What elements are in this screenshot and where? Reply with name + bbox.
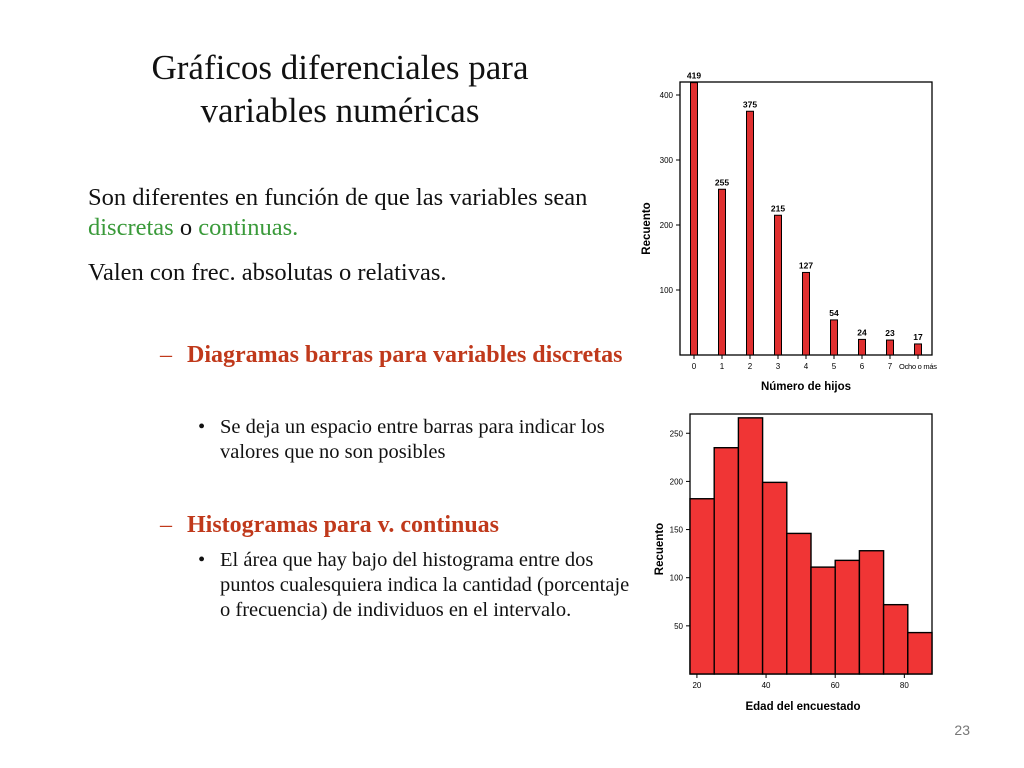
bar-value-label: 375	[742, 99, 758, 110]
y-tick-label: 400	[659, 91, 673, 100]
histogram-bin	[908, 633, 932, 674]
frequency-paragraph: Valen con frec. absolutas o relativas.	[88, 259, 447, 286]
bar-value-label: 54	[829, 307, 839, 318]
histogram-bin	[787, 533, 811, 674]
y-tick-label: 50	[674, 621, 683, 631]
bullet-histogram-area-text: El área que hay bajo del histograma entre dos puntos cualesquiera indica la cantidad (porcentaje o frecuencia) de individuos en el intervalo.	[220, 549, 630, 621]
bar	[747, 111, 754, 355]
histogram-bin	[714, 448, 738, 674]
x-tick-label: 4	[803, 362, 809, 371]
y-axis-label: Recuento	[654, 522, 666, 576]
histogram-bin	[811, 567, 835, 674]
bar-chart-number-of-children	[630, 70, 940, 403]
intro-paragraph	[88, 183, 628, 243]
intro-text-a: Son diferentes en función de que las variables sean	[88, 184, 588, 211]
dash-marker: –	[160, 512, 172, 538]
x-tick-label: 7	[887, 362, 893, 371]
bar	[859, 339, 866, 355]
continuas-word: continuas.	[198, 214, 299, 241]
bullet-histogram-area	[198, 548, 638, 623]
x-tick-label: 40	[761, 681, 771, 690]
bar-value-label: 23	[885, 328, 895, 339]
discretas-word: discretas	[88, 214, 174, 241]
histogram-bin	[763, 482, 787, 674]
intro-text-c: o	[173, 214, 199, 241]
x-tick-label: 1	[719, 362, 725, 371]
bar	[775, 215, 782, 355]
histogram-bin	[884, 605, 908, 674]
histogram-bin	[738, 418, 762, 674]
bullet-dot: •	[198, 549, 206, 571]
slide-title: Gráficos diferenciales para variables numéricas	[151, 48, 529, 130]
x-tick-label: 2	[747, 362, 753, 371]
x-tick-label: 80	[899, 681, 909, 690]
y-tick-label: 150	[669, 525, 683, 535]
bar-value-label: 24	[857, 327, 867, 338]
bar-value-label: 255	[714, 177, 730, 188]
histogram-bin	[690, 499, 714, 674]
bullet-space-between-bars	[198, 415, 638, 465]
subheading-bar-diagrams	[160, 340, 630, 371]
y-tick-label: 200	[659, 221, 673, 230]
subheading-histograms-text: Histogramas para v. continuas	[187, 512, 500, 538]
bar	[691, 83, 698, 355]
x-tick-label: 60	[830, 681, 840, 690]
x-axis-label: Edad del encuestado	[745, 701, 861, 713]
subheading-bar-diagrams-text: Diagramas barras para variables discretas	[187, 342, 623, 368]
subheading-histograms	[160, 510, 630, 541]
bar-value-label: 215	[770, 203, 786, 214]
page-number: 23	[954, 722, 970, 738]
y-tick-label: 100	[669, 573, 683, 583]
histogram-bin	[835, 560, 859, 674]
x-axis-label: Número de hijos	[760, 381, 852, 393]
bullet-space-between-bars-text: Se deja un espacio entre barras para indicar los valores que no son posibles	[220, 416, 605, 463]
bar-value-label: 419	[686, 70, 702, 81]
x-tick-label: 0	[691, 362, 697, 371]
bar	[831, 320, 838, 355]
x-tick-label: 6	[859, 362, 865, 371]
y-tick-label: 200	[669, 477, 683, 487]
histogram-bin	[859, 551, 883, 674]
bar	[803, 272, 810, 355]
y-tick-label: 300	[659, 156, 673, 165]
bar-value-label: 127	[798, 260, 814, 271]
y-tick-label: 250	[669, 429, 683, 439]
bar	[719, 189, 726, 355]
bar	[915, 344, 922, 355]
histogram-respondent-age	[645, 410, 940, 715]
x-tick-label: 20	[692, 681, 702, 690]
dash-marker: –	[160, 342, 172, 368]
y-axis-label: Recuento	[641, 202, 653, 255]
x-tick-label: Ocho o más	[899, 362, 937, 371]
bullet-dot: •	[198, 416, 206, 438]
x-tick-label: 3	[775, 362, 781, 371]
bar-value-label: 17	[913, 331, 923, 342]
y-tick-label: 100	[659, 286, 673, 295]
x-tick-label: 5	[831, 362, 837, 371]
bar	[887, 340, 894, 355]
